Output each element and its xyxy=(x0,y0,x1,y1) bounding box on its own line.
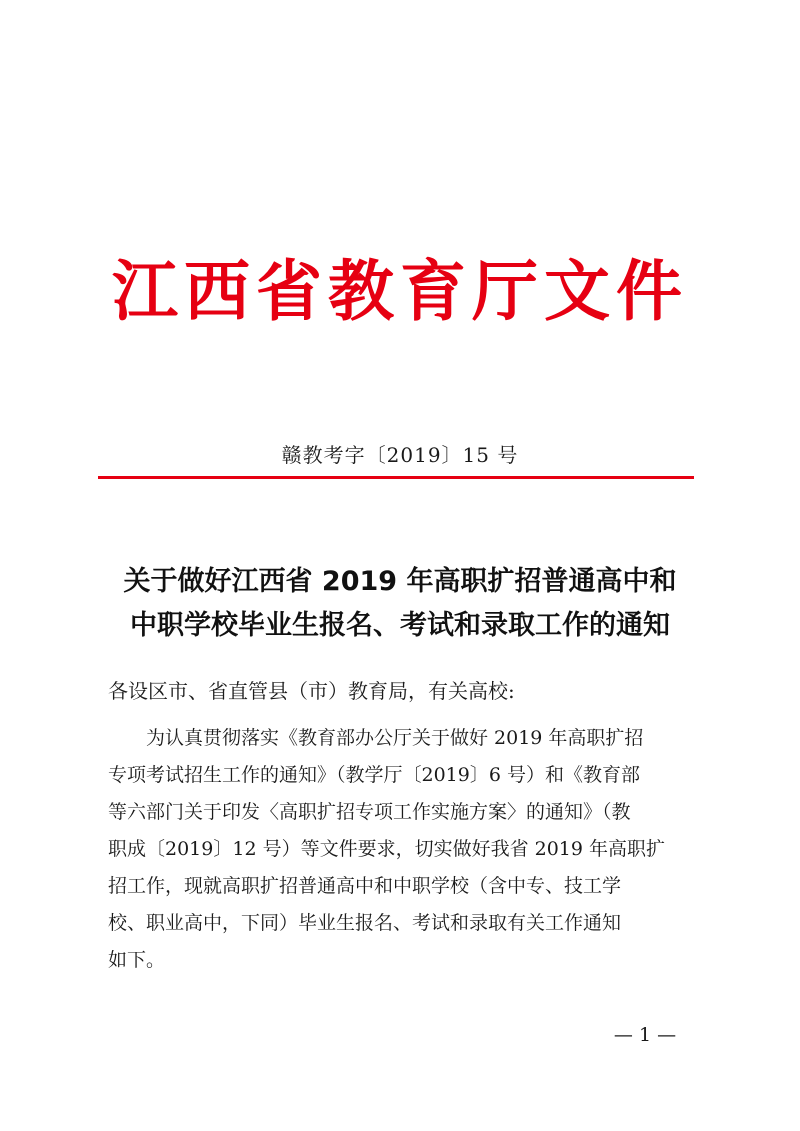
salutation: 各设区市、省直管县（市）教育局，有关高校: xyxy=(108,679,515,703)
body-line: 校、职业高中，下同）毕业生报名、考试和录取有关工作通知 xyxy=(108,912,622,934)
notice-title-line: 关于做好江西省 2019 年高职扩招普通高中和 xyxy=(123,566,677,597)
body-line: 专项考试招生工作的通知》（教学厅〔2019〕6 号）和《教育部 xyxy=(108,764,640,786)
body-line: 为认真贯彻落实《教育部办公厅关于做好 2019 年高职扩招 xyxy=(146,727,644,749)
body-line: 职成〔2019〕12 号）等文件要求，切实做好我省 2019 年高职扩 xyxy=(108,838,666,860)
body-line: 招工作，现就高职扩招普通高中和中职学校（含中专、技工学 xyxy=(108,875,622,897)
body-line: 等六部门关于印发〈高职扩招专项工作实施方案〉的通知》（教 xyxy=(108,801,631,823)
document-number: 赣教考字〔2019〕15 号 xyxy=(281,443,519,467)
page-number: — 1 — xyxy=(613,1024,677,1046)
body-line: 如下。 xyxy=(108,949,166,971)
body-paragraph xyxy=(108,720,704,979)
red-divider-line xyxy=(98,476,694,479)
issuing-authority-title: 江西省教育厅文件 xyxy=(112,253,688,330)
notice-title xyxy=(90,560,710,648)
notice-title-line: 中职学校毕业生报名、考试和录取工作的通知 xyxy=(130,610,670,641)
